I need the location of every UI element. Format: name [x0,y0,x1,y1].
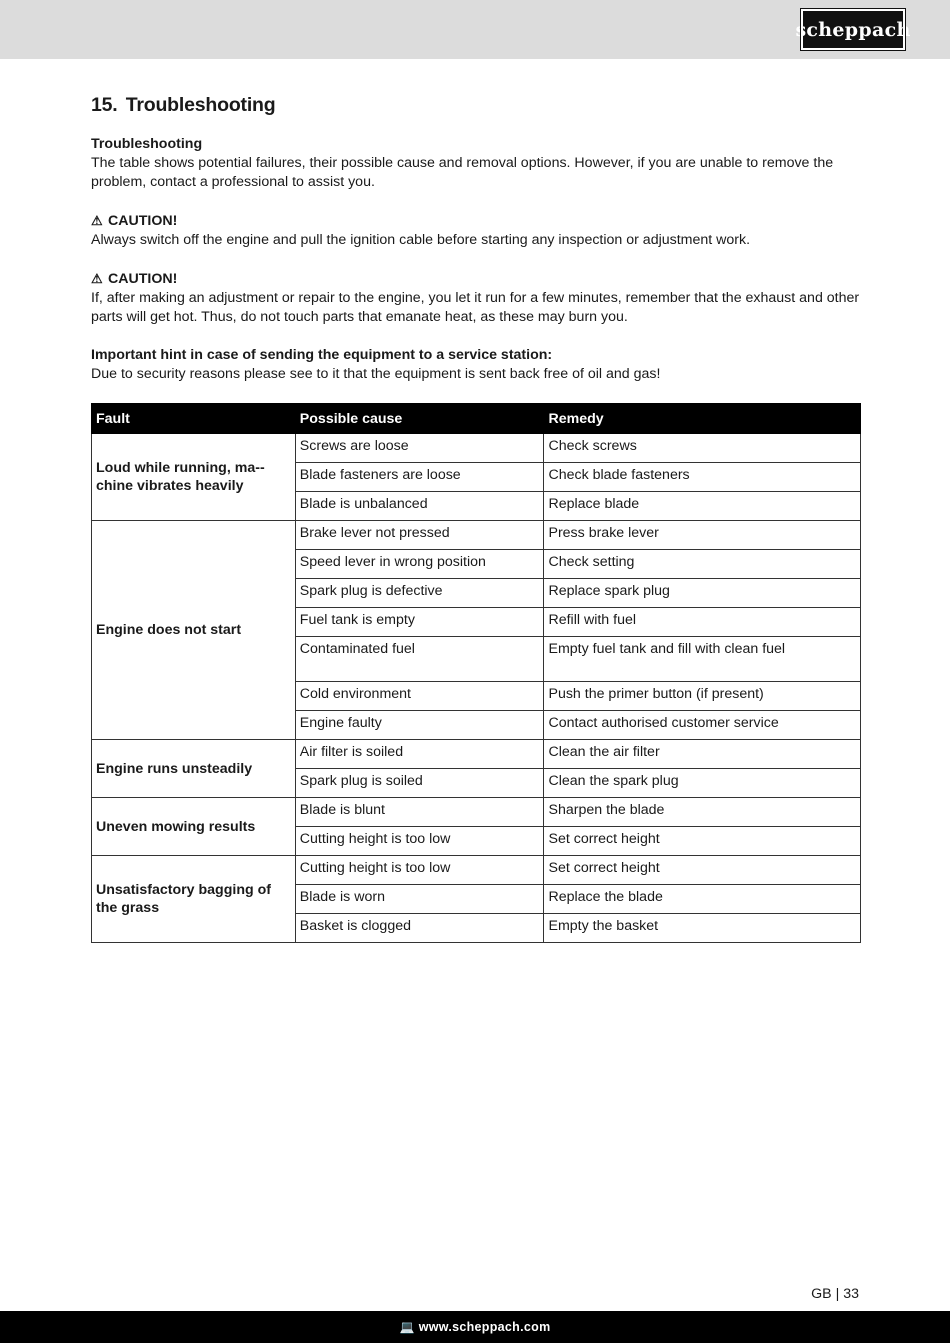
footer-bar [0,1311,950,1343]
section-title [91,94,860,117]
table-row [92,740,861,769]
hint-block [91,346,860,384]
table-header-row [92,404,861,434]
remedy-cell: Empty the basket [544,914,861,943]
cause-cell: Blade is worn [295,885,544,914]
page-number [811,1286,859,1302]
header-remedy: Remedy [544,404,861,434]
remedy-cell: Clean the air filter [544,740,861,769]
caution-block-1 [91,211,860,250]
cause-cell: Blade fasteners are loose [295,463,544,492]
remedy-cell: Push the primer button (if present) [544,682,861,711]
hint-text: Due to security reasons please see to it that the equipment is sent back free of oil and gas! [91,366,661,382]
remedy-cell: Refill with fuel [544,608,861,637]
page-lang: GB [811,1286,832,1302]
remedy-cell: Sharpen the blade [544,798,861,827]
fault-cell: Loud while running, ma-chine vibrates heavily [92,434,296,521]
cause-cell: Basket is clogged [295,914,544,943]
table-row [92,434,861,463]
warning-icon: ⚠ [91,271,103,286]
table-row [92,856,861,885]
remedy-cell: Check screws [544,434,861,463]
remedy-cell: Clean the spark plug [544,769,861,798]
caution-title-text: CAUTION! [108,213,178,229]
caution-title [91,211,860,231]
cause-cell: Air filter is soiled [295,740,544,769]
table-row [92,521,861,550]
remedy-cell: Check setting [544,550,861,579]
cause-cell: Brake lever not pressed [295,521,544,550]
cause-cell: Spark plug is defective [295,579,544,608]
caution-text: If, after making an adjustment or repair to the engine, you let it run for a few minutes, remember that the exhaust and other parts will get hot. Thus, do not touch parts that emanate heat, as these may burn you. [91,290,860,325]
remedy-cell: Check blade fasteners [544,463,861,492]
remedy-cell: Replace the blade [544,885,861,914]
brand-logo-text: scheppach [795,18,911,41]
cause-cell: Contaminated fuel [295,637,544,682]
fault-cell: Unsatisfactory bagging of the grass [92,856,296,943]
header-fault: Fault [92,404,296,434]
fault-cell: Engine runs unsteadily [92,740,296,798]
cause-cell: Blade is unbalanced [295,492,544,521]
brand-logo [795,9,911,50]
cause-cell: Cutting height is too low [295,827,544,856]
warning-icon: ⚠ [91,213,103,228]
page-content [91,94,860,943]
cause-cell: Cold environment [295,682,544,711]
hint-title: Important hint in case of sending the equipment to a service station: [91,347,553,363]
page-number-value: 33 [843,1286,859,1302]
cause-cell: Spark plug is soiled [295,769,544,798]
cause-cell: Cutting height is too low [295,856,544,885]
cause-cell: Screws are loose [295,434,544,463]
remedy-cell: Set correct height [544,856,861,885]
remedy-cell: Replace spark plug [544,579,861,608]
header-cause: Possible cause [295,404,544,434]
subheading: Troubleshooting [91,136,203,152]
section-number: 15. [91,94,118,116]
footer-url[interactable]: www.scheppach.com [418,1320,551,1334]
cause-cell: Engine faulty [295,711,544,740]
fault-cell: Uneven mowing results [92,798,296,856]
cause-cell: Blade is blunt [295,798,544,827]
cause-cell: Speed lever in wrong position [295,550,544,579]
page-separator: | [835,1286,840,1302]
section-title-text: Troubleshooting [125,94,276,116]
computer-icon: 💻 [399,1320,415,1334]
cause-cell: Fuel tank is empty [295,608,544,637]
remedy-cell: Replace blade [544,492,861,521]
remedy-cell: Empty fuel tank and fill with clean fuel [544,637,861,682]
intro-text: The table shows potential failures, their possible cause and removal options. However, if you are unable to remove the problem, contact a professional to assist you. [91,155,834,190]
troubleshooting-table [91,403,861,943]
remedy-cell: Set correct height [544,827,861,856]
remedy-cell: Contact authorised customer service [544,711,861,740]
caution-text: Always switch off the engine and pull the ignition cable before starting any inspection or adjustment work. [91,232,751,248]
intro-block [91,135,860,192]
remedy-cell: Press brake lever [544,521,861,550]
fault-cell: Engine does not start [92,521,296,740]
caution-title-text: CAUTION! [108,271,178,287]
caution-title [91,269,860,289]
table-row [92,798,861,827]
caution-block-2 [91,269,860,327]
